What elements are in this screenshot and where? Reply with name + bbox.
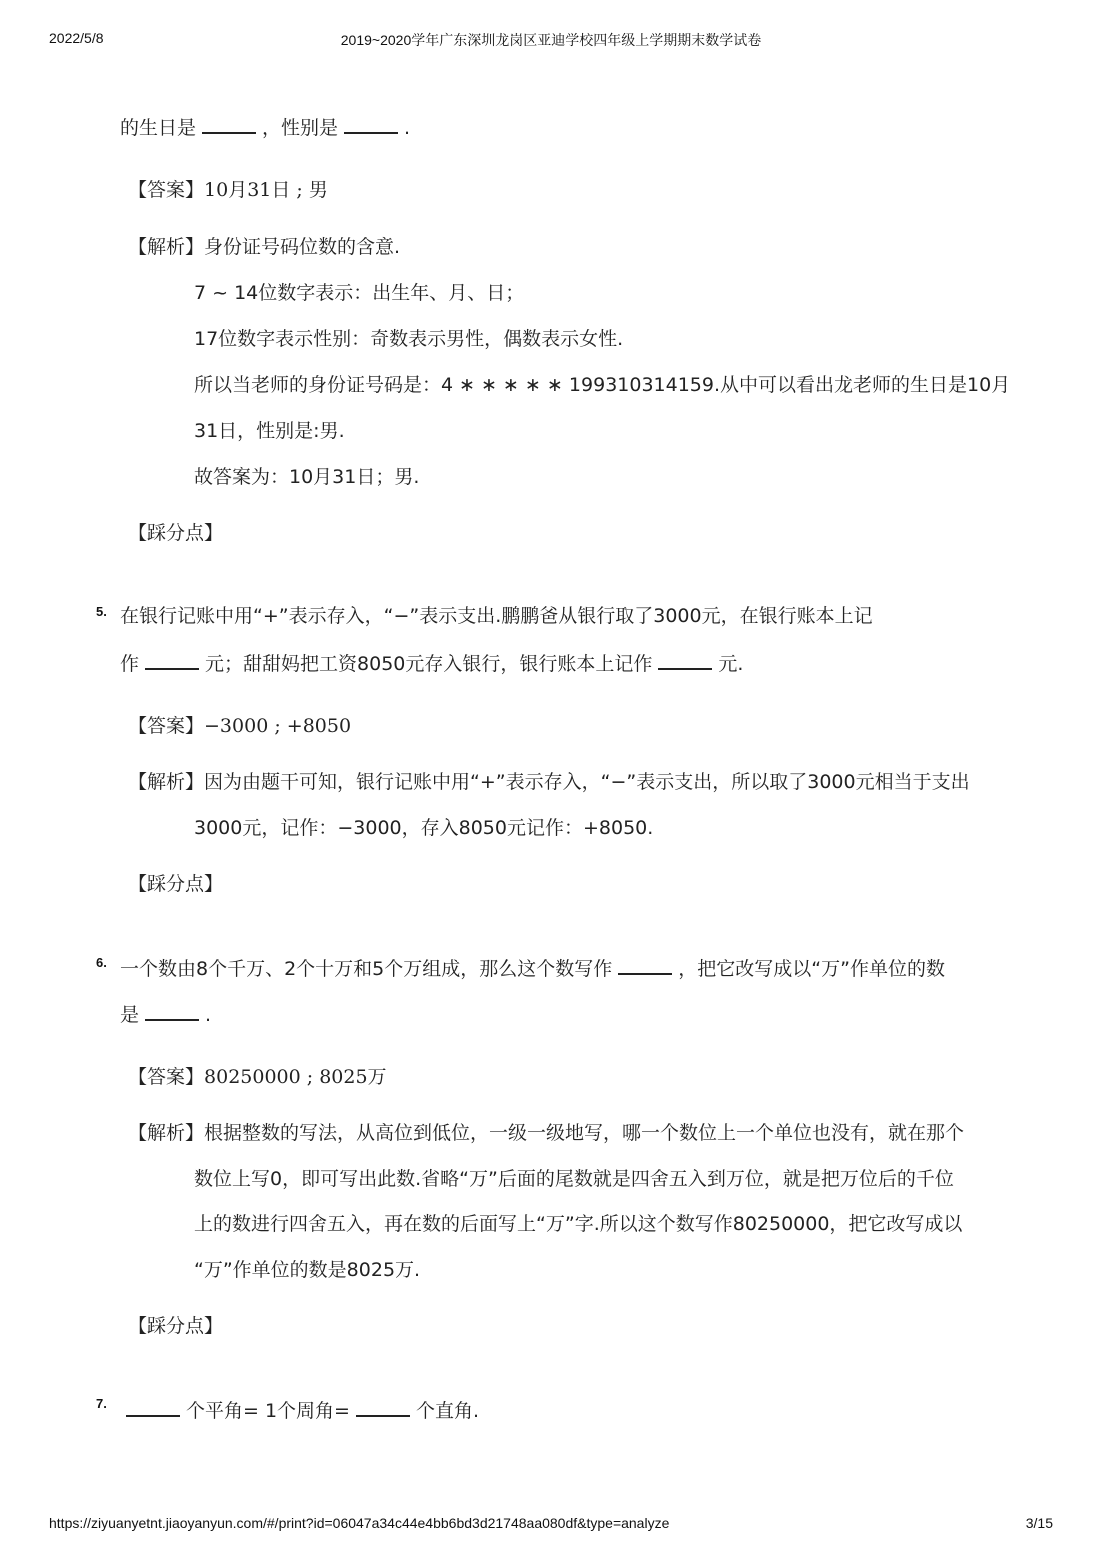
analysis-label: 【解析】 xyxy=(128,771,205,793)
analysis-line: 因为由题干可知，银行记账中用“+”表示存入，“−”表示支出，所以取了3000元相当于支出 xyxy=(204,771,970,793)
analysis-line: 所以当老师的身份证号码是：4 ∗ ∗ ∗ ∗ ∗ 199310314159.从中可以看出龙老师的生日是10月 xyxy=(194,374,1011,396)
q5-blank-withdraw[interactable] xyxy=(145,650,199,670)
analysis-line: 17位数字表示性别：奇数表示男性，偶数表示女性. xyxy=(194,328,624,350)
answer-label: 【答案】 xyxy=(128,715,205,737)
q4-answer xyxy=(128,177,328,203)
answer-value: −3000 ; +8050 xyxy=(204,715,352,737)
q7-blank-straight-angles[interactable] xyxy=(126,1397,180,1417)
answer-value: 80250000 ; 8025万 xyxy=(204,1066,387,1088)
analysis-label: 【解析】 xyxy=(128,236,205,258)
q6-answer xyxy=(128,1064,387,1090)
answer-value: 10月31日 ; 男 xyxy=(204,179,328,201)
analysis-label: 【解析】 xyxy=(128,1122,205,1144)
q4-analysis-label-line xyxy=(128,234,400,260)
q6-blank-number[interactable] xyxy=(618,955,672,975)
q7-question-line: 个平角= 1个周角= 个直角. xyxy=(120,1397,479,1424)
analysis-line: 身份证号码位数的含意. xyxy=(204,236,401,258)
answer-label: 【答案】 xyxy=(128,1066,205,1088)
analysis-line: “万”作单位的数是8025万. xyxy=(194,1259,421,1281)
q6-question-line: 一个数由8个千万、2个十万和5个万组成，那么这个数写作 ，把它改写成以“万”作单位的数 xyxy=(120,955,945,982)
q6-question-line: 是 . xyxy=(120,1001,211,1028)
q6-scoring-points: 【踩分点】 xyxy=(128,1315,224,1337)
q5-answer xyxy=(128,713,351,739)
q4-scoring-points: 【踩分点】 xyxy=(128,522,224,544)
answer-label: 【答案】 xyxy=(128,179,205,201)
analysis-line: 31日，性别是:男. xyxy=(194,420,345,442)
analysis-line: 上的数进行四舍五入，再在数的后面写上“万”字.所以这个数写作80250000，把它改写成以 xyxy=(194,1213,963,1235)
analysis-line: 故答案为：10月31日；男. xyxy=(194,466,420,488)
q6-blank-wan-unit[interactable] xyxy=(145,1001,199,1021)
q5-scoring-points: 【踩分点】 xyxy=(128,873,224,895)
q6-analysis-label-line xyxy=(128,1120,964,1146)
page-title: 2019~2020学年广东深圳龙岗区亚迪学校四年级上学期期末数学试卷 xyxy=(340,32,762,48)
q4-blank-gender[interactable] xyxy=(344,114,398,134)
q4-question-continuation: 的生日是 ，性别是 . xyxy=(120,114,410,141)
print-date: 2022/5/8 xyxy=(49,30,104,46)
q7-blank-right-angles[interactable] xyxy=(356,1397,410,1417)
analysis-line: 7 ~ 14位数字表示：出生年、月、日； xyxy=(194,282,525,304)
q5-question-line: 作 元；甜甜妈把工资8050元存入银行，银行账本上记作 元. xyxy=(120,650,743,677)
q5-question-line: 在银行记账中用“+”表示存入，“−”表示支出.鹏鹏爸从银行取了3000元，在银行账本上记 xyxy=(120,605,873,627)
q4-blank-birthday[interactable] xyxy=(202,114,256,134)
analysis-line: 3000元，记作：−3000，存入8050元记作：+8050. xyxy=(194,817,654,839)
page-number: 3/15 xyxy=(1025,1515,1053,1531)
analysis-line: 根据整数的写法，从高位到低位，一级一级地写，哪一个数位上一个单位也没有，就在那个 xyxy=(204,1122,965,1144)
analysis-line: 数位上写0，即可写出此数.省略“万”后面的尾数就是四舍五入到万位，就是把万位后的千位 xyxy=(194,1168,954,1190)
question-number: 5. xyxy=(96,604,107,619)
q5-blank-deposit[interactable] xyxy=(658,650,712,670)
q5-analysis-label-line xyxy=(128,769,970,795)
question-number: 7. xyxy=(96,1396,107,1411)
page-url: https://ziyuanyetnt.jiaoyanyun.com/#/print?id=06047a34c44e4bb6bd3d21748aa080df&type=analyze xyxy=(49,1515,670,1531)
question-number: 6. xyxy=(96,955,107,970)
